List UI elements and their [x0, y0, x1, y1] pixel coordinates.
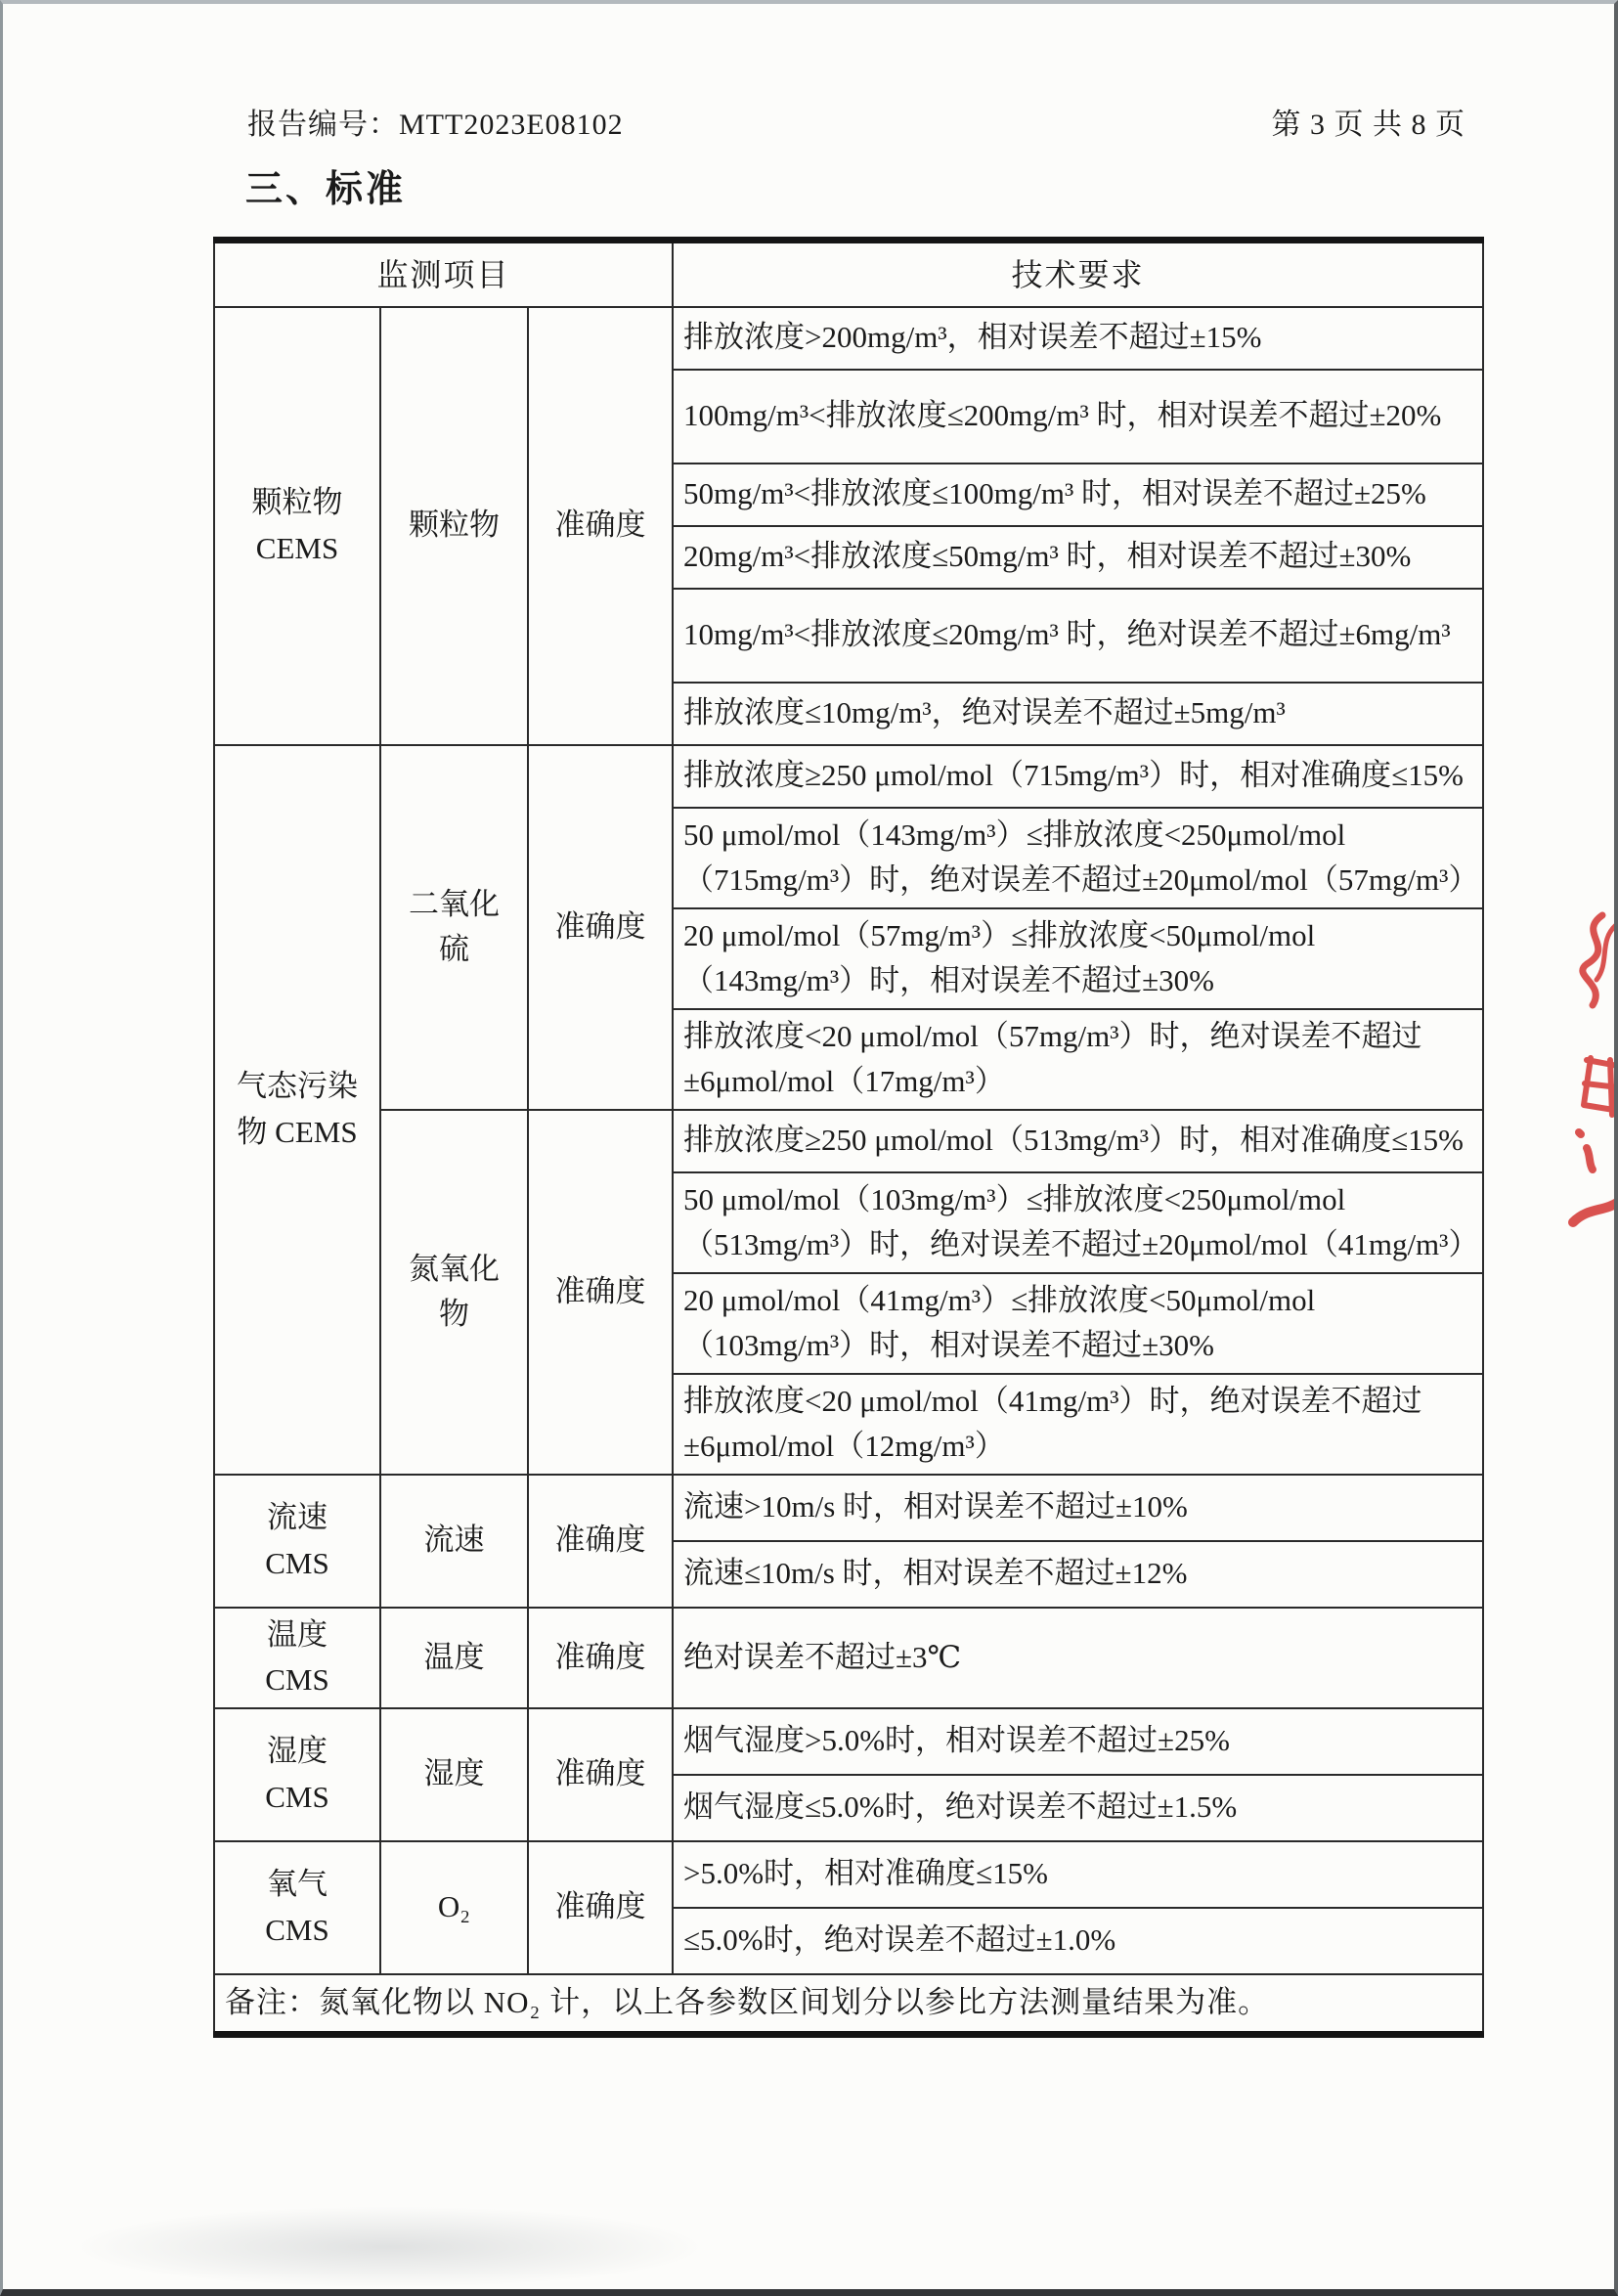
requirement-cell: 50 μmol/mol（103mg/m³）≤排放浓度<250μmol/mol（513mg/m³）时，绝对误差不超过±20μmol/mol（41mg/m³）: [673, 1172, 1483, 1273]
param-cell-so2: [380, 745, 528, 1110]
system-cell-gas: [214, 745, 380, 1475]
requirement-cell: 10mg/m³<排放浓度≤20mg/m³ 时，绝对误差不超过±6mg/m³: [673, 589, 1483, 683]
metric-cell-nox: 准确度: [528, 1110, 673, 1475]
tech-requirement-header: 技术要求: [673, 241, 1483, 307]
requirement-cell: 排放浓度≤10mg/m³，绝对误差不超过±5mg/m³: [673, 683, 1483, 745]
system-line: 颗粒物: [251, 485, 343, 519]
requirement-cell: 20mg/m³<排放浓度≤50mg/m³ 时，相对误差不超过±30%: [673, 526, 1483, 589]
system-cell-temp: [214, 1608, 380, 1708]
page-indicator: 第 3 页 共 8 页: [1271, 109, 1465, 141]
requirement-cell: ≤5.0%时，绝对误差不超过±1.0%: [673, 1908, 1483, 1974]
requirement-cell: 流速≤10m/s 时，相对误差不超过±12%: [673, 1541, 1483, 1608]
param-line: 二氧化: [409, 886, 500, 921]
system-cell-flow: [214, 1475, 380, 1608]
system-line: CMS: [265, 1545, 329, 1580]
metric-cell-humidity: 准确度: [528, 1708, 673, 1841]
param-line: 硫: [439, 932, 469, 966]
system-line: CEMS: [255, 530, 339, 565]
system-line: 气态污染: [237, 1069, 358, 1103]
requirement-cell: 排放浓度<20 μmol/mol（41mg/m³）时，绝对误差不超过±6μmol/mol（12mg/m³）: [673, 1374, 1483, 1475]
red-stamp-mark: [1501, 911, 1618, 1334]
requirement-cell: 100mg/m³<排放浓度≤200mg/m³ 时，相对误差不超过±20%: [673, 370, 1483, 464]
metric-cell-so2: 准确度: [528, 745, 673, 1110]
param-cell-temp: 温度: [380, 1608, 528, 1708]
system-line: 温度: [267, 1616, 328, 1652]
report-number: 报告编号：MTT2023E08102: [247, 109, 624, 141]
system-line: 氧气: [267, 1867, 328, 1901]
requirement-cell: 绝对误差不超过±3℃: [673, 1608, 1483, 1708]
requirement-cell: 烟气湿度≤5.0%时，绝对误差不超过±1.5%: [673, 1775, 1483, 1841]
page-header: [247, 100, 1465, 143]
standards-table: [213, 237, 1484, 2038]
requirement-cell: 排放浓度≥250 μmol/mol（715mg/m³）时，相对准确度≤15%: [673, 745, 1483, 808]
requirement-cell: 排放浓度>200mg/m³，相对误差不超过±15%: [673, 307, 1483, 370]
system-cell-pm: [214, 307, 380, 745]
metric-cell-oxygen: 准确度: [528, 1841, 673, 1974]
system-line: CMS: [265, 1662, 329, 1697]
system-line: 湿度: [267, 1734, 328, 1768]
requirement-cell: 流速>10m/s 时，相对误差不超过±10%: [673, 1475, 1483, 1541]
requirement-cell: 烟气湿度>5.0%时，相对误差不超过±25%: [673, 1708, 1483, 1775]
system-line: 流速: [267, 1500, 328, 1534]
requirement-cell: 20 μmol/mol（57mg/m³）≤排放浓度<50μmol/mol（143mg/m³）时，相对误差不超过±30%: [673, 908, 1483, 1009]
system-cell-oxygen: [214, 1841, 380, 1974]
param-cell-nox: [380, 1110, 528, 1475]
param-cell-humidity: 湿度: [380, 1708, 528, 1841]
metric-cell-temp: 准确度: [528, 1608, 673, 1708]
scan-smudge: [71, 2206, 707, 2288]
param-cell-flow: 流速: [380, 1475, 528, 1608]
table-note: 备注：氮氧化物以 NO₂ 计，以上各参数区间划分以参比方法测量结果为准。: [214, 1974, 1483, 2035]
requirement-cell: 排放浓度≥250 μmol/mol（513mg/m³）时，相对准确度≤15%: [673, 1110, 1483, 1172]
section-title: 三、标准: [245, 169, 407, 210]
metric-cell-flow: 准确度: [528, 1475, 673, 1608]
requirement-cell: 50 μmol/mol（143mg/m³）≤排放浓度<250μmol/mol（715mg/m³）时，绝对误差不超过±20μmol/mol（57mg/m³）: [673, 808, 1483, 908]
system-line: 物 CEMS: [237, 1114, 358, 1149]
metric-cell-pm: 准确度: [528, 307, 673, 745]
requirement-cell: >5.0%时，相对准确度≤15%: [673, 1841, 1483, 1908]
param-line: 物: [439, 1297, 469, 1331]
system-line: CMS: [265, 1912, 329, 1947]
requirement-cell: 20 μmol/mol（41mg/m³）≤排放浓度<50μmol/mol（103mg/m³）时，相对误差不超过±30%: [673, 1273, 1483, 1374]
requirement-cell: 排放浓度<20 μmol/mol（57mg/m³）时，绝对误差不超过±6μmol/mol（17mg/m³）: [673, 1009, 1483, 1110]
system-line: CMS: [265, 1779, 329, 1814]
param-line: 氮氧化: [409, 1251, 500, 1286]
system-cell-humidity: [214, 1708, 380, 1841]
requirement-cell: 50mg/m³<排放浓度≤100mg/m³ 时，相对误差不超过±25%: [673, 464, 1483, 526]
param-cell-oxygen: O₂: [380, 1841, 528, 1974]
param-cell-pm: 颗粒物: [380, 307, 528, 745]
monitor-item-header: 监测项目: [214, 241, 673, 307]
